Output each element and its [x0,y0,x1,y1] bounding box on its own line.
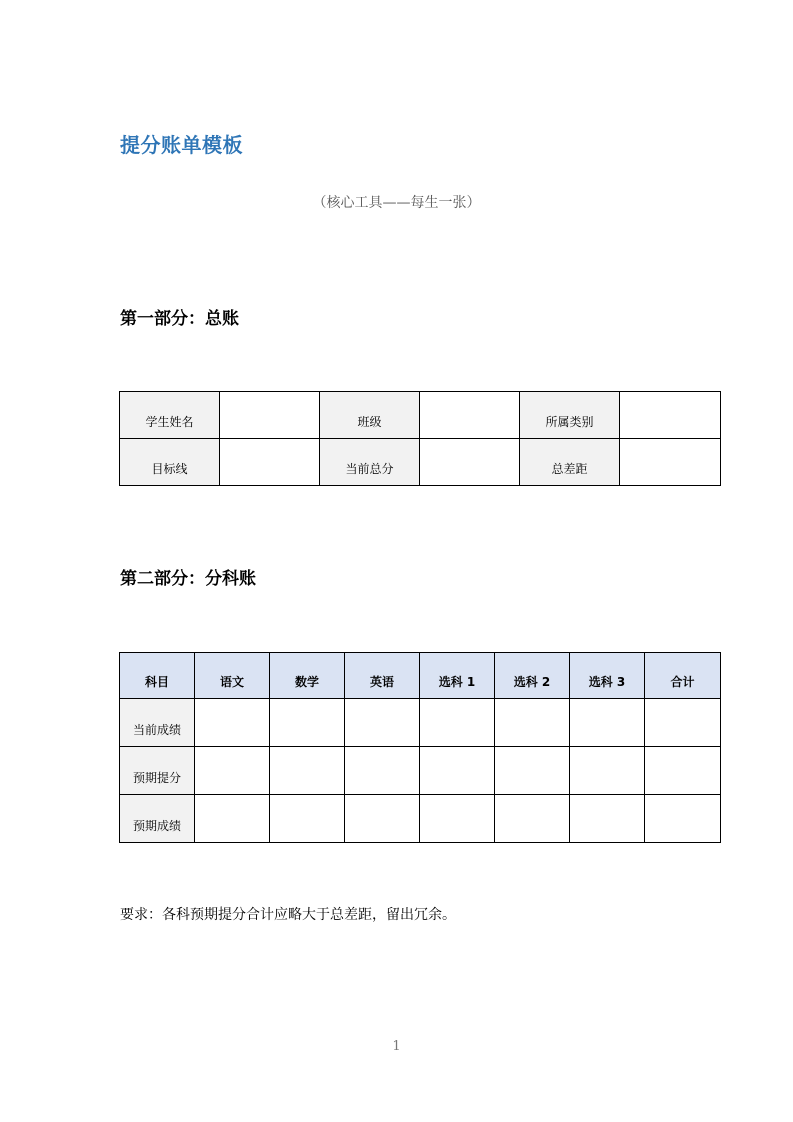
table-row [120,699,721,747]
header-elective-3: 选科 3 [570,653,645,699]
target-line-cell[interactable] [220,439,320,486]
class-cell[interactable] [420,392,520,439]
row-label: 预期提分 [120,747,195,795]
label-category: 所属类别 [520,392,620,439]
table-cell[interactable] [645,699,721,747]
label-current-total: 当前总分 [320,439,420,486]
table-cell[interactable] [345,699,420,747]
table-cell[interactable] [195,699,270,747]
student-name-cell[interactable] [220,392,320,439]
page-number: 1 [392,1039,401,1054]
header-row [120,653,721,699]
table-cell[interactable] [195,747,270,795]
section2-heading: 第二部分：分科账 [120,569,256,589]
row-label: 预期成绩 [120,795,195,843]
table-cell[interactable] [345,795,420,843]
table-row [120,795,721,843]
table-row [120,439,721,486]
table-row [120,747,721,795]
category-cell[interactable] [620,392,721,439]
table-cell[interactable] [420,795,495,843]
table-row [120,392,721,439]
table-cell[interactable] [645,747,721,795]
section1-heading: 第一部分：总账 [120,309,239,329]
table-cell[interactable] [495,795,570,843]
header-total: 合计 [645,653,721,699]
document-title: 提分账单模板 [120,133,243,157]
label-total-gap: 总差距 [520,439,620,486]
header-english: 英语 [345,653,420,699]
row-label: 当前成绩 [120,699,195,747]
header-math: 数学 [270,653,345,699]
header-elective-2: 选科 2 [495,653,570,699]
table-cell[interactable] [270,747,345,795]
table-cell[interactable] [270,795,345,843]
table-cell[interactable] [345,747,420,795]
header-subject: 科目 [120,653,195,699]
label-target-line: 目标线 [120,439,220,486]
table-cell[interactable] [420,699,495,747]
table-cell[interactable] [645,795,721,843]
requirement-note: 要求：各科预期提分合计应略大于总差距，留出冗余。 [120,907,456,923]
current-total-cell[interactable] [420,439,520,486]
table-cell[interactable] [420,747,495,795]
table-cell[interactable] [570,699,645,747]
label-class: 班级 [320,392,420,439]
document-subtitle: （核心工具——每生一张） [312,195,481,211]
label-student-name: 学生姓名 [120,392,220,439]
table-cell[interactable] [195,795,270,843]
total-gap-cell[interactable] [620,439,721,486]
header-elective-1: 选科 1 [420,653,495,699]
subject-table [119,652,721,843]
table-cell[interactable] [495,747,570,795]
table-cell[interactable] [495,699,570,747]
table-cell[interactable] [570,747,645,795]
table-cell[interactable] [270,699,345,747]
summary-table [119,391,721,486]
header-chinese: 语文 [195,653,270,699]
table-cell[interactable] [570,795,645,843]
